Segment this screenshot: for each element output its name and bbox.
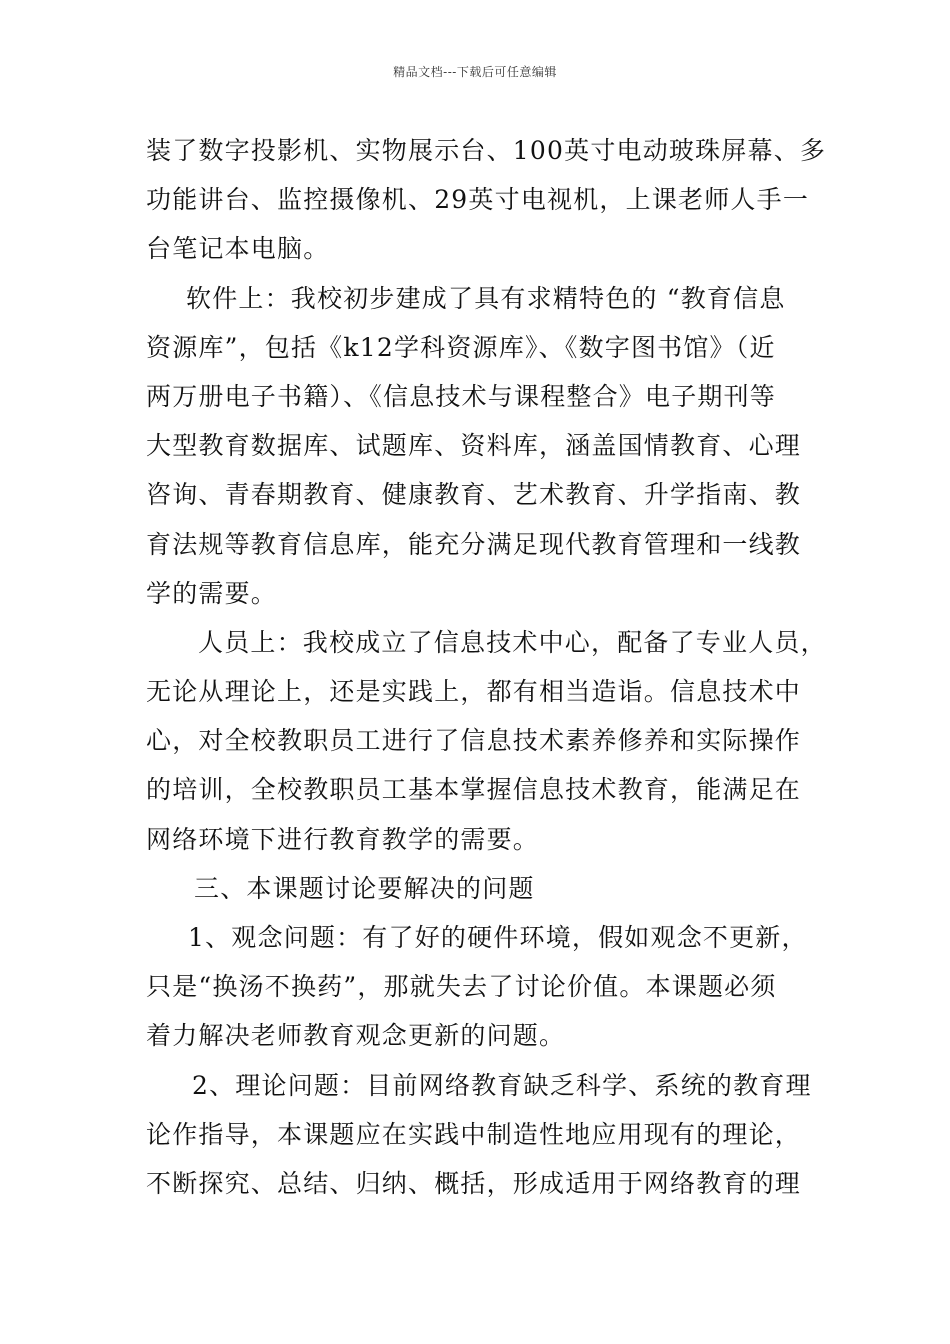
text-line: 无论从理论上，还是实践上，都有相当造诣。信息技术中 xyxy=(146,677,802,707)
text-line: 只是“换汤不换药”，那就失去了讨论价值。本课题必须 xyxy=(146,972,777,1002)
section-heading: 三、本课题讨论要解决的问题 xyxy=(194,873,535,903)
text-line: 不断探究、总结、归纳、概括，形成适用于网络教育的理 xyxy=(146,1168,802,1198)
text-line: 资源库”，包括《k12学科资源库》、《数字图书馆》（近 xyxy=(146,332,776,362)
text-line: 的培训，全校教职员工基本掌握信息技术教育，能满足在 xyxy=(146,775,802,805)
text-line: 装了数字投影机、实物展示台、100英寸电动玻珠屏幕、多 xyxy=(146,136,827,165)
paragraph-start-personnel: 人员上：我校成立了信息技术中心，配备了专业人员， xyxy=(198,627,827,657)
paragraph-start-concept: 1、观念问题：有了好的硬件环境，假如观念不更新， xyxy=(188,923,808,952)
text-line: 论作指导，本课题应在实践中制造性地应用现有的理论， xyxy=(146,1119,802,1149)
text-line: 学的需要。 xyxy=(146,578,278,608)
text-line: 大型教育数据库、试题库、资料库，涵盖国情教育、心理 xyxy=(146,431,802,461)
paragraph-start-theory: 2、理论问题：目前网络教育缺乏科学、系统的教育理 xyxy=(192,1070,812,1100)
text-line: 心，对全校教职员工进行了信息技术素养修养和实际操作 xyxy=(146,726,802,756)
text-line: 两万册电子书籍）、《信息技术与课程整合》电子期刊等 xyxy=(146,381,777,411)
text-line: 着力解决老师教育观念更新的问题。 xyxy=(146,1021,566,1051)
text-line: 网络环境下进行教育教学的需要。 xyxy=(146,824,540,854)
text-line: 育法规等教育信息库，能充分满足现代教育管理和一线教 xyxy=(146,529,802,559)
page-header: 精品文档---下载后可任意编辑 xyxy=(393,65,557,79)
text-line: 功能讲台、监控摄像机、29英寸电视机，上课老师人手一 xyxy=(146,185,810,215)
paragraph-start-software: 软件上：我校初步建成了具有求精特色的 “教育信息 xyxy=(186,283,786,313)
body-text xyxy=(146,126,827,1208)
text-line: 咨询、青春期教育、健康教育、艺术教育、升学指南、教 xyxy=(146,480,802,510)
text-line: 台笔记本电脑。 xyxy=(146,234,330,264)
